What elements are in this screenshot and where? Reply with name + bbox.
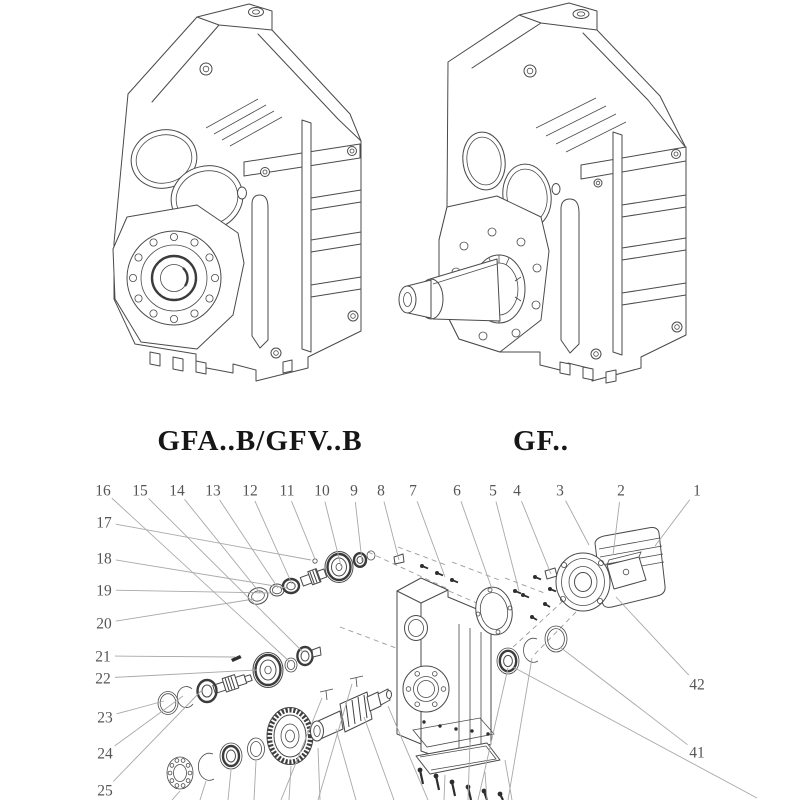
gearbox-drawing-right	[399, 3, 686, 383]
end-cap	[246, 585, 270, 606]
exploded-view	[95, 483, 757, 800]
leader-line-3	[566, 501, 589, 545]
cutoff-leader-9	[254, 761, 256, 800]
gearbox-drawing-left	[113, 4, 361, 381]
callout-2: 2	[617, 482, 625, 500]
leader-line-4	[522, 501, 551, 574]
snap-ring	[177, 687, 193, 708]
right-model-label: GF..	[512, 425, 570, 457]
leader-line-25	[113, 691, 201, 781]
cutoff-leader-4	[364, 717, 394, 800]
pin	[313, 559, 317, 563]
output-gear	[267, 708, 313, 765]
filler-plug-icon	[249, 8, 264, 17]
leader-line-16	[112, 498, 290, 662]
leader-line-6	[461, 501, 492, 589]
output-shaft-parts	[167, 676, 392, 789]
mount-hole	[200, 63, 212, 75]
snap-ring	[198, 753, 214, 780]
input-shaft-parts	[246, 551, 404, 607]
oil-seal-ring	[545, 626, 567, 652]
callout-21: 21	[95, 648, 111, 666]
callout-1: 1	[693, 482, 701, 500]
callout-11: 11	[279, 482, 295, 500]
output-pinion-shaft	[311, 689, 392, 741]
callout-14: 14	[169, 482, 185, 500]
filler-plug-icon	[573, 10, 589, 19]
cutoff-leader-7	[200, 781, 206, 800]
callout-4: 4	[513, 482, 521, 500]
leader-line-17	[116, 524, 311, 560]
callout-5: 5	[489, 482, 497, 500]
cutoff-leader-18	[513, 667, 757, 798]
motor-bearing	[497, 648, 519, 674]
leader-line-8	[384, 502, 399, 560]
leader-line-42	[616, 597, 689, 675]
side-boss	[238, 187, 247, 199]
pinion-2	[212, 670, 253, 695]
leader-line-1	[655, 500, 690, 546]
strap-left	[252, 195, 268, 348]
callout-12: 12	[242, 482, 258, 500]
cutoff-leader-11	[318, 748, 320, 800]
bearing-3	[220, 743, 242, 769]
ball-bearing	[167, 757, 193, 789]
callout-15: 15	[132, 482, 148, 500]
cutoff-leader-8	[228, 770, 231, 800]
callout-16: 16	[95, 482, 111, 500]
cutoff-leader-10	[289, 766, 291, 800]
leader-line-5	[496, 502, 519, 591]
strap-right	[613, 132, 622, 355]
leader-line-23	[117, 701, 164, 714]
leader-line-15	[149, 498, 303, 652]
leader-line-18	[116, 560, 287, 588]
strap-right	[302, 120, 311, 352]
leader-line-21	[115, 656, 235, 657]
leader-line-24	[115, 696, 183, 746]
motor-flange	[556, 553, 610, 611]
seal-ellipse	[158, 692, 178, 715]
callout-25: 25	[97, 782, 113, 800]
electric-motor	[556, 528, 665, 611]
callout-17: 17	[96, 514, 112, 532]
callout-9: 9	[350, 482, 358, 500]
snap-ring	[524, 638, 538, 662]
left-model-label: GFA..B/GFV..B	[157, 425, 363, 457]
leader-line-41	[560, 647, 687, 745]
callout-41: 41	[689, 744, 705, 762]
gear-2	[253, 653, 283, 688]
lower-bore-flange	[403, 666, 449, 712]
callout-24: 24	[97, 745, 113, 763]
callout-18: 18	[96, 550, 112, 568]
leader-line-13	[220, 500, 278, 588]
callout-3: 3	[556, 482, 564, 500]
ring-small	[367, 551, 375, 560]
callout-10: 10	[314, 482, 330, 500]
mount-hole	[524, 65, 536, 77]
side-boss	[552, 184, 560, 195]
callout-20: 20	[96, 615, 112, 633]
callout-13: 13	[205, 482, 221, 500]
strap-left	[561, 199, 579, 353]
cone	[312, 647, 321, 657]
leader-line-11	[292, 501, 315, 559]
callout-8: 8	[377, 482, 385, 500]
set-screw	[231, 655, 242, 662]
cutoff-leader-17	[508, 658, 532, 800]
leader-line-22	[115, 670, 257, 677]
leader-line-19	[116, 590, 273, 593]
cutoff-leader-2	[318, 684, 352, 800]
leader-line-12	[255, 501, 292, 584]
intermediate-shaft-parts	[158, 647, 321, 715]
leader-line-14	[185, 499, 260, 593]
callout-7: 7	[409, 482, 417, 500]
callout-22: 22	[95, 670, 111, 688]
callout-19: 19	[96, 582, 112, 600]
callout-42: 42	[689, 676, 705, 694]
callout-6: 6	[453, 482, 461, 500]
cutoff-leader-3	[336, 729, 356, 800]
callout-23: 23	[97, 709, 113, 727]
cutoff-leader-6	[172, 791, 180, 800]
input-pinion	[299, 566, 327, 588]
cutoff-leader-13	[444, 775, 445, 800]
